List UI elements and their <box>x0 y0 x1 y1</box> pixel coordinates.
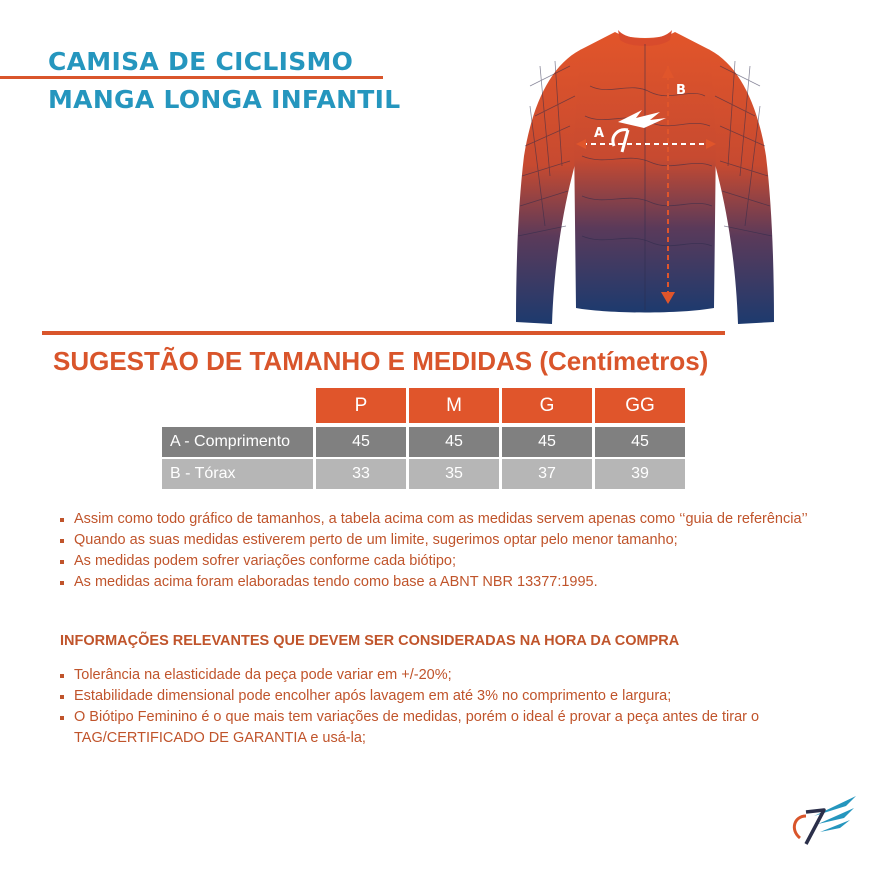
info-heading: INFORMAÇÕES RELEVANTES QUE DEVEM SER CONSIDERADAS NA HORA DA COMPRA <box>60 633 680 649</box>
info-list <box>58 665 818 749</box>
size-header-gg: GG <box>595 388 685 423</box>
bullet-icon <box>60 539 64 543</box>
list-item: Assim como todo gráfico de tamanhos, a tabela acima com as medidas servem apenas como ‘‘guia de referência’’ <box>58 509 818 530</box>
row-label-comprimento: A - Comprimento <box>162 427 313 457</box>
section-title: SUGESTÃO DE TAMANHO E MEDIDAS (Centímetros) <box>53 346 709 376</box>
row-label-torax: B - Tórax <box>162 459 313 489</box>
table-cell: 45 <box>502 427 592 457</box>
notes-list <box>58 509 818 593</box>
product-title-line1: CAMISA DE CICLISMO <box>48 47 354 76</box>
jersey-illustration <box>510 26 780 328</box>
table-cell: 35 <box>409 459 499 489</box>
list-item: As medidas podem sofrer variações conforme cada biótipo; <box>58 551 818 572</box>
bullet-icon <box>60 695 64 699</box>
table-cell: 39 <box>595 459 685 489</box>
size-header-g: G <box>502 388 592 423</box>
section-divider <box>42 331 725 335</box>
title-divider <box>0 76 383 79</box>
table-cell: 45 <box>316 427 406 457</box>
size-header-p: P <box>316 388 406 423</box>
size-header-m: M <box>409 388 499 423</box>
bullet-icon <box>60 560 64 564</box>
bullet-icon <box>60 716 64 720</box>
list-item: O Biótipo Feminino é o que mais tem variações de medidas, porém o ideal é provar a peça antes de tirar o TAG/CERTIFICADO DE GARANTIA e usá-la; <box>58 707 818 749</box>
table-cell: 33 <box>316 459 406 489</box>
brand-logo-icon <box>784 790 860 848</box>
bullet-icon <box>60 674 64 678</box>
list-item: Estabilidade dimensional pode encolher após lavagem em até 3% no comprimento e largura; <box>58 686 818 707</box>
list-item: As medidas acima foram elaboradas tendo como base a ABNT NBR 13377:1995. <box>58 572 818 593</box>
product-title-line2: MANGA LONGA INFANTIL <box>48 85 401 114</box>
list-item: Tolerância na elasticidade da peça pode variar em +/-20%; <box>58 665 818 686</box>
table-cell: 37 <box>502 459 592 489</box>
list-item: Quando as suas medidas estiverem perto de um limite, sugerimos optar pelo menor tamanho; <box>58 530 818 551</box>
table-cell: 45 <box>409 427 499 457</box>
bullet-icon <box>60 581 64 585</box>
bullet-icon <box>60 518 64 522</box>
label-b: B <box>676 83 686 98</box>
table-cell: 45 <box>595 427 685 457</box>
label-a: A <box>594 126 605 141</box>
